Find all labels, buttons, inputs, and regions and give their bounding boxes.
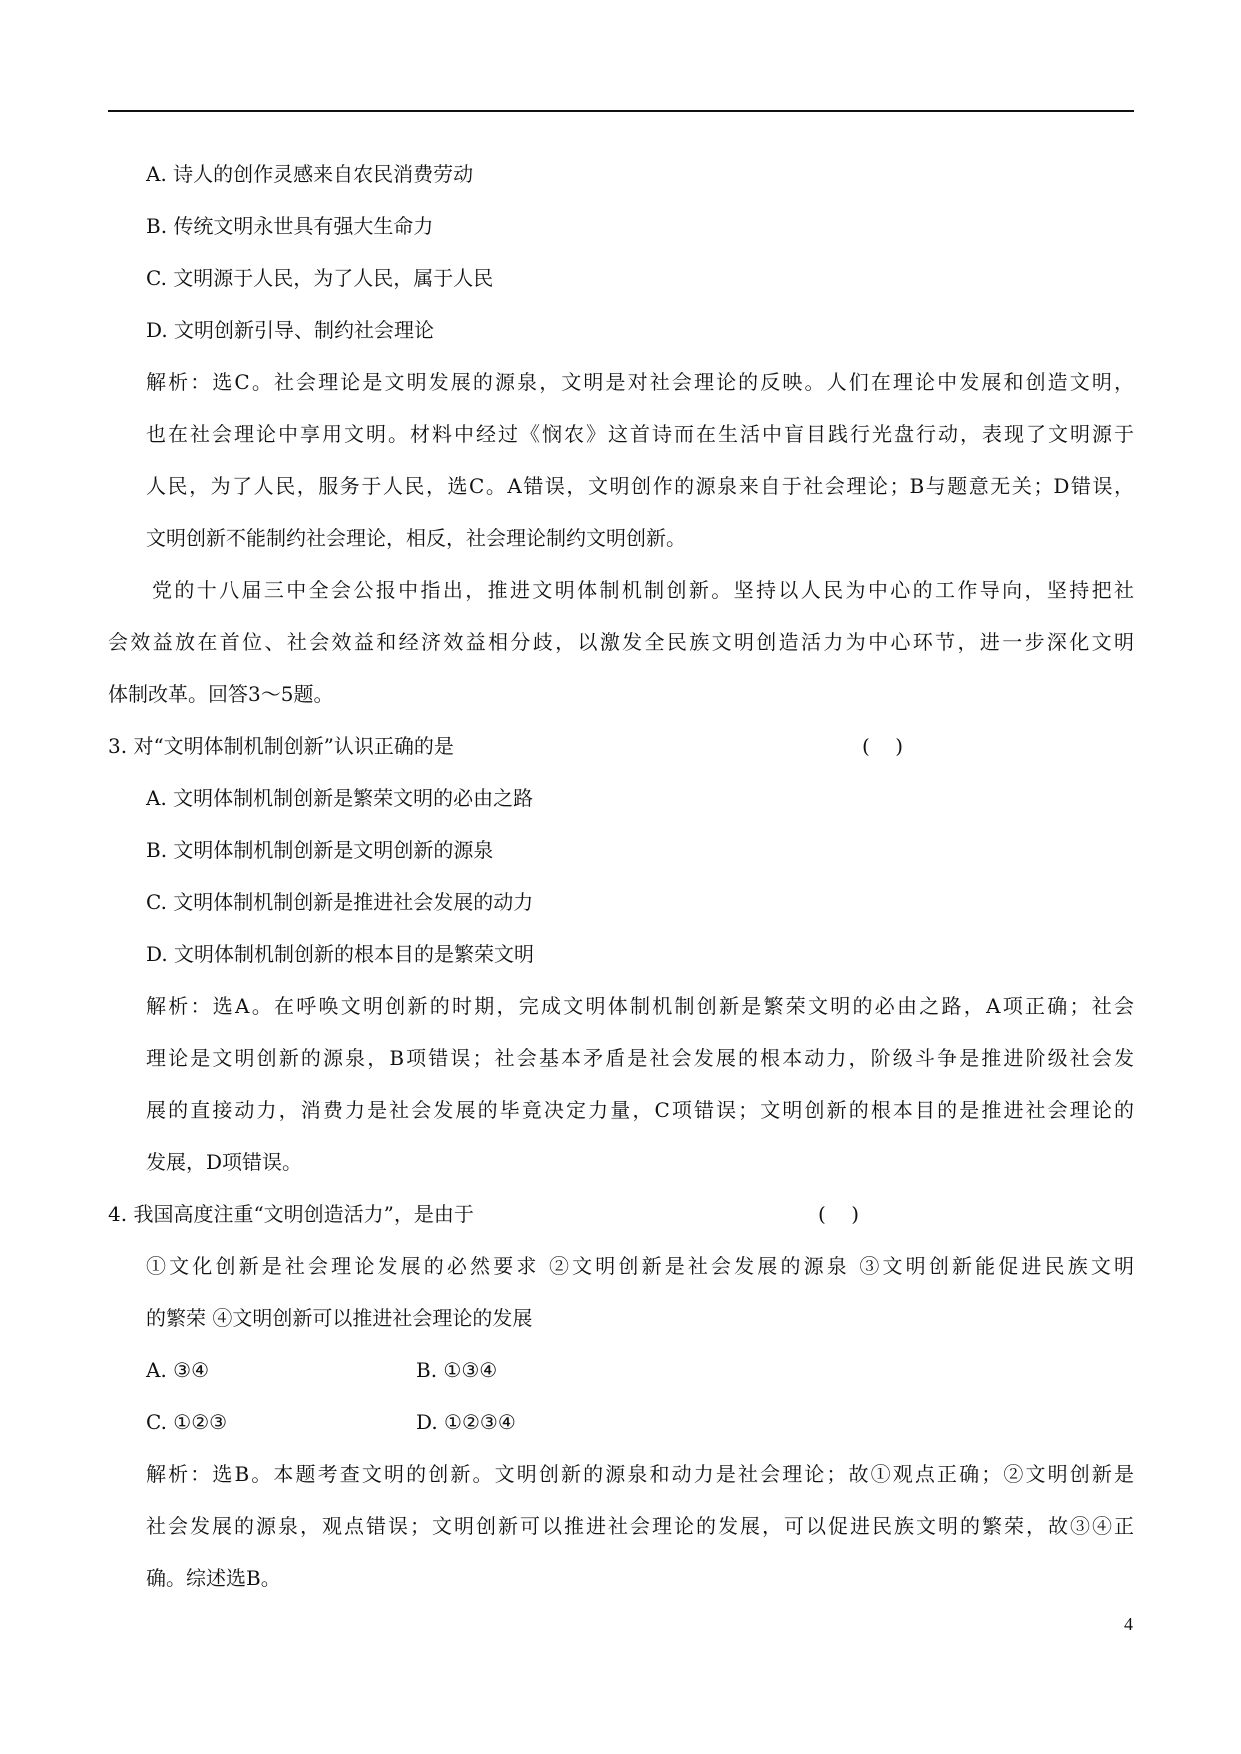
- material-line: 党的十八届三中全会公报中指出，推进文明体制机制创新。坚持以人民为中心的工作导向，坚持把社: [152, 578, 1134, 602]
- header-rule: [108, 110, 1134, 112]
- q2-option-c: C. 文明源于人民，为了人民，属于人民: [146, 266, 494, 290]
- q4-option-d: D. ①②③④: [416, 1410, 516, 1434]
- q4-statements-line: 的繁荣 ④文明创新可以推进社会理论的发展: [146, 1306, 533, 1330]
- q4-option-b: B. ①③④: [416, 1358, 498, 1382]
- q3-analysis-line: 发展，D项错误。: [146, 1150, 303, 1174]
- q4-answer-paren: ( ): [818, 1202, 860, 1226]
- q2-analysis-line: 人民，为了人民，服务于人民，选C。A错误，文明创作的源泉来自于社会理论；B与题意无关；D错误，: [146, 474, 1134, 498]
- material-line: 体制改革。回答3～5题。: [108, 682, 334, 706]
- q2-analysis-line: 文明创新不能制约社会理论，相反，社会理论制约文明创新。: [146, 526, 686, 550]
- q4-analysis-line: 社会发展的源泉，观点错误；文明创新可以推进社会理论的发展，可以促进民族文明的繁荣，故③④正: [146, 1514, 1134, 1538]
- q4-analysis-line: 解析：选B。本题考查文明的创新。文明创新的源泉和动力是社会理论；故①观点正确；②文明创新是: [146, 1462, 1134, 1486]
- q2-option-d: D. 文明创新引导、制约社会理论: [146, 318, 435, 342]
- q4-option-a: A. ③④: [146, 1358, 210, 1382]
- q4-analysis-line: 确。综述选B。: [146, 1566, 281, 1590]
- q2-option-a: A. 诗人的创作灵感来自农民消费劳动: [146, 162, 474, 186]
- page-number: 4: [1124, 1614, 1133, 1634]
- q3-analysis-line: 解析：选A。在呼唤文明创新的时期，完成文明体制机制创新是繁荣文明的必由之路，A项正确；社会: [146, 994, 1134, 1018]
- q2-option-b: B. 传统文明永世具有强大生命力: [146, 214, 434, 238]
- q3-analysis-line: 理论是文明创新的源泉，B项错误；社会基本矛盾是社会发展的根本动力，阶级斗争是推进阶级社会发: [146, 1046, 1134, 1070]
- q3-answer-paren: ( ): [862, 734, 904, 758]
- q3-option-a: A. 文明体制机制创新是繁荣文明的必由之路: [146, 786, 534, 810]
- q3-option-c: C. 文明体制机制创新是推进社会发展的动力: [146, 890, 534, 914]
- q4-stem: 4. 我国高度注重“文明创造活力”，是由于: [108, 1202, 474, 1226]
- q3-option-d: D. 文明体制机制创新的根本目的是繁荣文明: [146, 942, 535, 966]
- q4-statements-line: ①文化创新是社会理论发展的必然要求 ②文明创新是社会发展的源泉 ③文明创新能促进民族文明: [146, 1254, 1134, 1278]
- material-line: 会效益放在首位、社会效益和经济效益相分歧，以激发全民族文明创造活力为中心环节，进一步深化文明: [108, 630, 1134, 654]
- q4-option-c: C. ①②③: [146, 1410, 228, 1434]
- q3-analysis-line: 展的直接动力，消费力是社会发展的毕竟决定力量，C项错误；文明创新的根本目的是推进社会理论的: [146, 1098, 1134, 1122]
- q3-stem: 3. 对“文明体制机制创新”认识正确的是: [108, 734, 454, 758]
- q2-analysis-line: 解析：选C。社会理论是文明发展的源泉，文明是对社会理论的反映。人们在理论中发展和创造文明，: [146, 370, 1134, 394]
- q2-analysis-line: 也在社会理论中享用文明。材料中经过《悯农》这首诗而在生活中盲目践行光盘行动，表现了文明源于: [146, 422, 1134, 446]
- q3-option-b: B. 文明体制机制创新是文明创新的源泉: [146, 838, 494, 862]
